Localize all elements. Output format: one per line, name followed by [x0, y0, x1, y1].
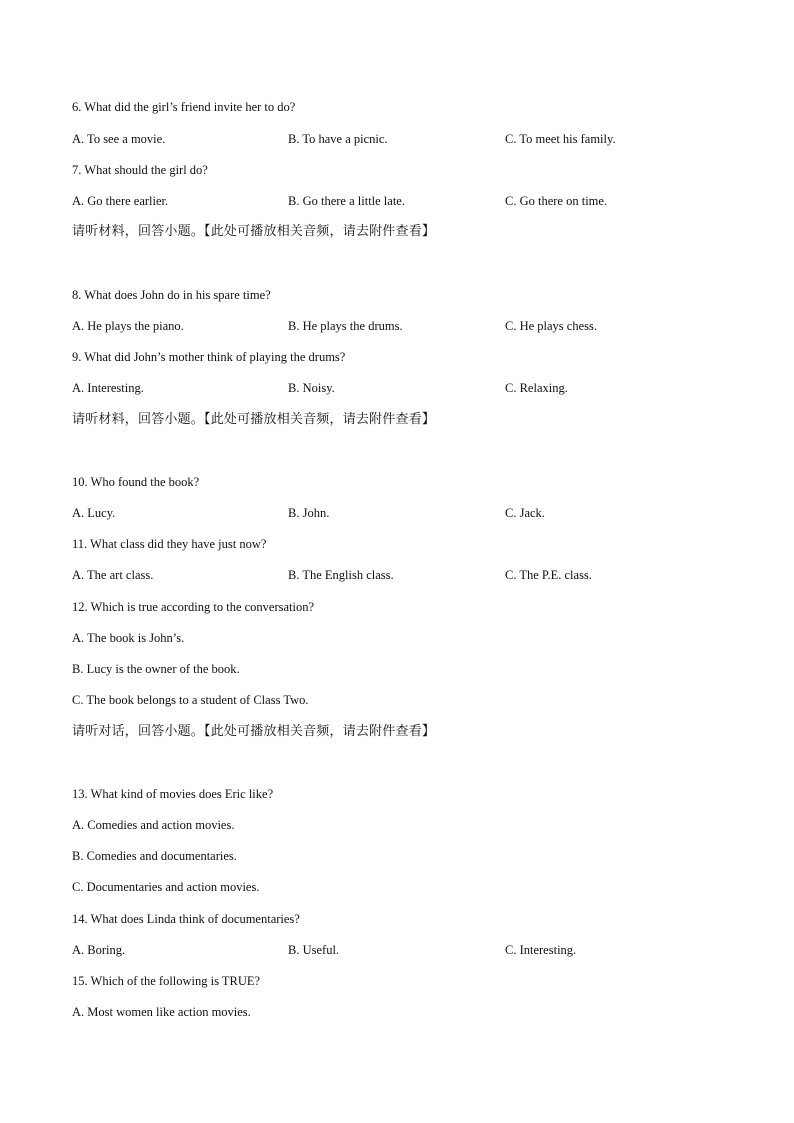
q13-option-c: C. Documentaries and action movies.	[72, 880, 260, 894]
question-15: 15. Which of the following is TRUE?	[72, 974, 261, 988]
q7-option-b: B. Go there a little late.	[288, 194, 405, 208]
q11-option-a: A. The art class.	[72, 568, 154, 582]
q8-option-b: B. He plays the drums.	[288, 319, 403, 333]
q10-option-b: B. John.	[288, 506, 330, 520]
question-10: 10. Who found the book?	[72, 475, 200, 489]
q9-option-b: B. Noisy.	[288, 381, 335, 395]
question-14: 14. What does Linda think of documentaries?	[72, 912, 300, 926]
q9-option-a: A. Interesting.	[72, 381, 144, 395]
q7-option-c: C. Go there on time.	[505, 194, 608, 208]
q12-option-c: C. The book belongs to a student of Class Two.	[72, 693, 309, 707]
q15-option-a: A. Most women like action movies.	[72, 1005, 251, 1019]
question-7: 7. What should the girl do?	[72, 163, 208, 177]
question-11: 11. What class did they have just now?	[72, 537, 267, 551]
q12-option-a: A. The book is John’s.	[72, 631, 185, 645]
q6-option-b: B. To have a picnic.	[288, 132, 388, 146]
q14-option-a: A. Boring.	[72, 943, 126, 957]
q8-option-c: C. He plays chess.	[505, 319, 597, 333]
q10-option-c: C. Jack.	[505, 506, 545, 520]
question-12: 12. Which is true according to the conversation?	[72, 600, 315, 614]
question-9: 9. What did John’s mother think of playing the drums?	[72, 350, 346, 364]
audio-instruction-2: 请听材料，回答小题。【此处可播放相关音频，请去附件查看】	[72, 412, 436, 427]
question-13: 13. What kind of movies does Eric like?	[72, 787, 274, 801]
question-8: 8. What does John do in his spare time?	[72, 288, 271, 302]
q6-option-a: A. To see a movie.	[72, 132, 166, 146]
q6-option-c: C. To meet his family.	[505, 132, 616, 146]
q9-option-c: C. Relaxing.	[505, 381, 568, 395]
q11-option-b: B. The English class.	[288, 568, 394, 582]
question-6: 6. What did the girl’s friend invite her to do?	[72, 100, 296, 114]
q12-option-b: B. Lucy is the owner of the book.	[72, 662, 240, 676]
q8-option-a: A. He plays the piano.	[72, 319, 184, 333]
q10-option-a: A. Lucy.	[72, 506, 116, 520]
q11-option-c: C. The P.E. class.	[505, 568, 592, 582]
q13-option-b: B. Comedies and documentaries.	[72, 849, 237, 863]
q14-option-b: B. Useful.	[288, 943, 340, 957]
q14-option-c: C. Interesting.	[505, 943, 577, 957]
audio-instruction-3: 请听对话，回答小题。【此处可播放相关音频，请去附件查看】	[72, 724, 436, 739]
q7-option-a: A. Go there earlier.	[72, 194, 169, 208]
q13-option-a: A. Comedies and action movies.	[72, 818, 235, 832]
audio-instruction-1: 请听材料，回答小题。【此处可播放相关音频，请去附件查看】	[72, 224, 436, 239]
